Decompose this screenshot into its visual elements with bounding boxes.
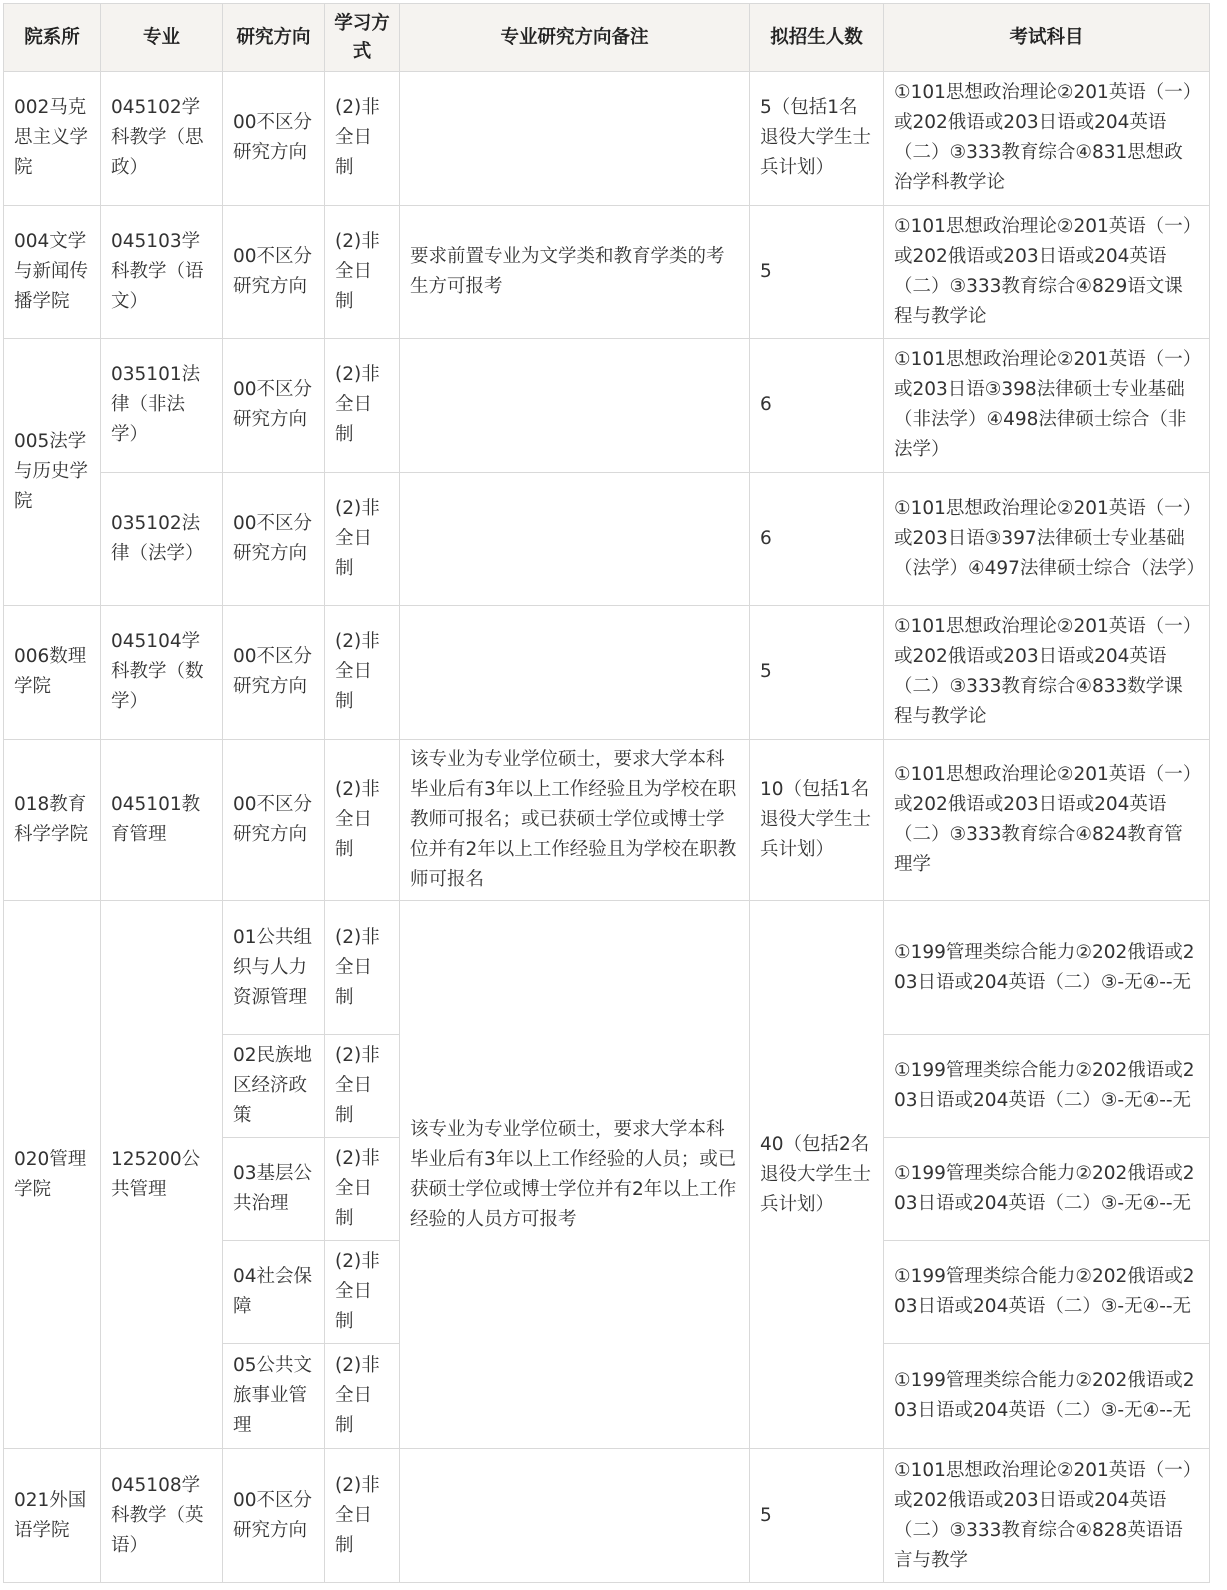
header-remarks: 专业研究方向备注 <box>400 4 750 72</box>
table-row <box>4 1449 1210 1583</box>
table-row <box>4 205 1210 339</box>
study-mode-cell: (2)非全日制 <box>325 1449 400 1583</box>
quota-cell: 5 <box>750 606 884 740</box>
exam-subjects-cell: ①199管理类综合能力②202俄语或203日语或204英语（二）③-无④--无 <box>884 1137 1210 1240</box>
direction-cell: 03基层公共治理 <box>223 1137 325 1240</box>
remarks-cell: 该专业为专业学位硕士，要求大学本科毕业后有3年以上工作经验的人员；或已获硕士学位或博士学位并有2年以上工作经验的人员方可报考 <box>400 901 750 1449</box>
department-cell: 002马克思主义学院 <box>4 72 101 206</box>
remarks-cell <box>400 606 750 740</box>
department-cell: 021外国语学院 <box>4 1449 101 1583</box>
remarks-cell: 该专业为专业学位硕士，要求大学本科毕业后有3年以上工作经验且为学校在职教师可报名；或已获硕士学位或博士学位并有2年以上工作经验且为学校在职教师可报名 <box>400 739 750 901</box>
header-major: 专业 <box>101 4 223 72</box>
exam-subjects-cell: ①101思想政治理论②201英语（一）或202俄语或203日语或204英语（二）③333教育综合④824教育管理学 <box>884 739 1210 901</box>
department-cell: 020管理学院 <box>4 901 101 1449</box>
remarks-cell: 要求前置专业为文学类和教育学类的考生方可报考 <box>400 205 750 339</box>
quota-cell: 6 <box>750 472 884 606</box>
header-department: 院系所 <box>4 4 101 72</box>
direction-cell: 00不区分研究方向 <box>223 205 325 339</box>
direction-cell: 00不区分研究方向 <box>223 739 325 901</box>
exam-subjects-cell: ①199管理类综合能力②202俄语或203日语或204英语（二）③-无④--无 <box>884 1344 1210 1449</box>
table-row <box>4 901 1210 1035</box>
direction-cell: 04社会保障 <box>223 1241 325 1344</box>
exam-subjects-cell: ①101思想政治理论②201英语（一）或203日语③397法律硕士专业基础（法学）④497法律硕士综合（法学） <box>884 472 1210 606</box>
quota-cell: 10（包括1名退役大学生士兵计划） <box>750 739 884 901</box>
study-mode-cell: (2)非全日制 <box>325 1241 400 1344</box>
study-mode-cell: (2)非全日制 <box>325 1137 400 1240</box>
quota-cell: 40（包括2名退役大学生士兵计划） <box>750 901 884 1449</box>
study-mode-cell: (2)非全日制 <box>325 72 400 206</box>
direction-cell: 00不区分研究方向 <box>223 339 325 473</box>
header-quota: 拟招生人数 <box>750 4 884 72</box>
remarks-cell <box>400 72 750 206</box>
direction-cell: 05公共文旅事业管理 <box>223 1344 325 1449</box>
table-row <box>4 739 1210 901</box>
direction-cell: 00不区分研究方向 <box>223 472 325 606</box>
header-study-mode: 学习方式 <box>325 4 400 72</box>
major-cell: 125200公共管理 <box>101 901 223 1449</box>
table-row <box>4 606 1210 740</box>
major-cell: 045103学科教学（语文） <box>101 205 223 339</box>
exam-subjects-cell: ①101思想政治理论②201英语（一）或202俄语或203日语或204英语（二）③333教育综合④833数学课程与教学论 <box>884 606 1210 740</box>
major-cell: 035102法律（法学） <box>101 472 223 606</box>
department-cell: 004文学与新闻传播学院 <box>4 205 101 339</box>
major-cell: 035101法律（非法学） <box>101 339 223 473</box>
quota-cell: 5 <box>750 205 884 339</box>
study-mode-cell: (2)非全日制 <box>325 606 400 740</box>
study-mode-cell: (2)非全日制 <box>325 472 400 606</box>
study-mode-cell: (2)非全日制 <box>325 1344 400 1449</box>
major-cell: 045108学科教学（英语） <box>101 1449 223 1583</box>
remarks-cell <box>400 472 750 606</box>
exam-subjects-cell: ①101思想政治理论②201英语（一）或202俄语或203日语或204英语（二）③333教育综合④828英语语言与教学 <box>884 1449 1210 1583</box>
quota-cell: 5（包括1名退役大学生士兵计划） <box>750 72 884 206</box>
exam-subjects-cell: ①199管理类综合能力②202俄语或203日语或204英语（二）③-无④--无 <box>884 1034 1210 1137</box>
exam-subjects-cell: ①101思想政治理论②201英语（一）或202俄语或203日语或204英语（二）③333教育综合④831思想政治学科教学论 <box>884 72 1210 206</box>
table-header-row <box>4 4 1210 72</box>
quota-cell: 5 <box>750 1449 884 1583</box>
study-mode-cell: (2)非全日制 <box>325 205 400 339</box>
study-mode-cell: (2)非全日制 <box>325 1034 400 1137</box>
table-row <box>4 339 1210 473</box>
direction-cell: 00不区分研究方向 <box>223 1449 325 1583</box>
direction-cell: 02民族地区经济政策 <box>223 1034 325 1137</box>
direction-cell: 01公共组织与人力资源管理 <box>223 901 325 1035</box>
exam-subjects-cell: ①101思想政治理论②201英语（一）或203日语③398法律硕士专业基础（非法学）④498法律硕士综合（非法学） <box>884 339 1210 473</box>
major-cell: 045104学科教学（数学） <box>101 606 223 740</box>
table-row <box>4 472 1210 606</box>
enrollment-table <box>3 3 1210 1583</box>
department-cell: 005法学与历史学院 <box>4 339 101 606</box>
direction-cell: 00不区分研究方向 <box>223 72 325 206</box>
major-cell: 045102学科教学（思政） <box>101 72 223 206</box>
remarks-cell <box>400 339 750 473</box>
header-exam-subjects: 考试科目 <box>884 4 1210 72</box>
study-mode-cell: (2)非全日制 <box>325 739 400 901</box>
major-cell: 045101教育管理 <box>101 739 223 901</box>
exam-subjects-cell: ①199管理类综合能力②202俄语或203日语或204英语（二）③-无④--无 <box>884 901 1210 1035</box>
direction-cell: 00不区分研究方向 <box>223 606 325 740</box>
department-cell: 018教育科学学院 <box>4 739 101 901</box>
department-cell: 006数理学院 <box>4 606 101 740</box>
header-direction: 研究方向 <box>223 4 325 72</box>
quota-cell: 6 <box>750 339 884 473</box>
study-mode-cell: (2)非全日制 <box>325 901 400 1035</box>
exam-subjects-cell: ①199管理类综合能力②202俄语或203日语或204英语（二）③-无④--无 <box>884 1241 1210 1344</box>
study-mode-cell: (2)非全日制 <box>325 339 400 473</box>
exam-subjects-cell: ①101思想政治理论②201英语（一）或202俄语或203日语或204英语（二）③333教育综合④829语文课程与教学论 <box>884 205 1210 339</box>
remarks-cell <box>400 1449 750 1583</box>
table-row <box>4 72 1210 206</box>
